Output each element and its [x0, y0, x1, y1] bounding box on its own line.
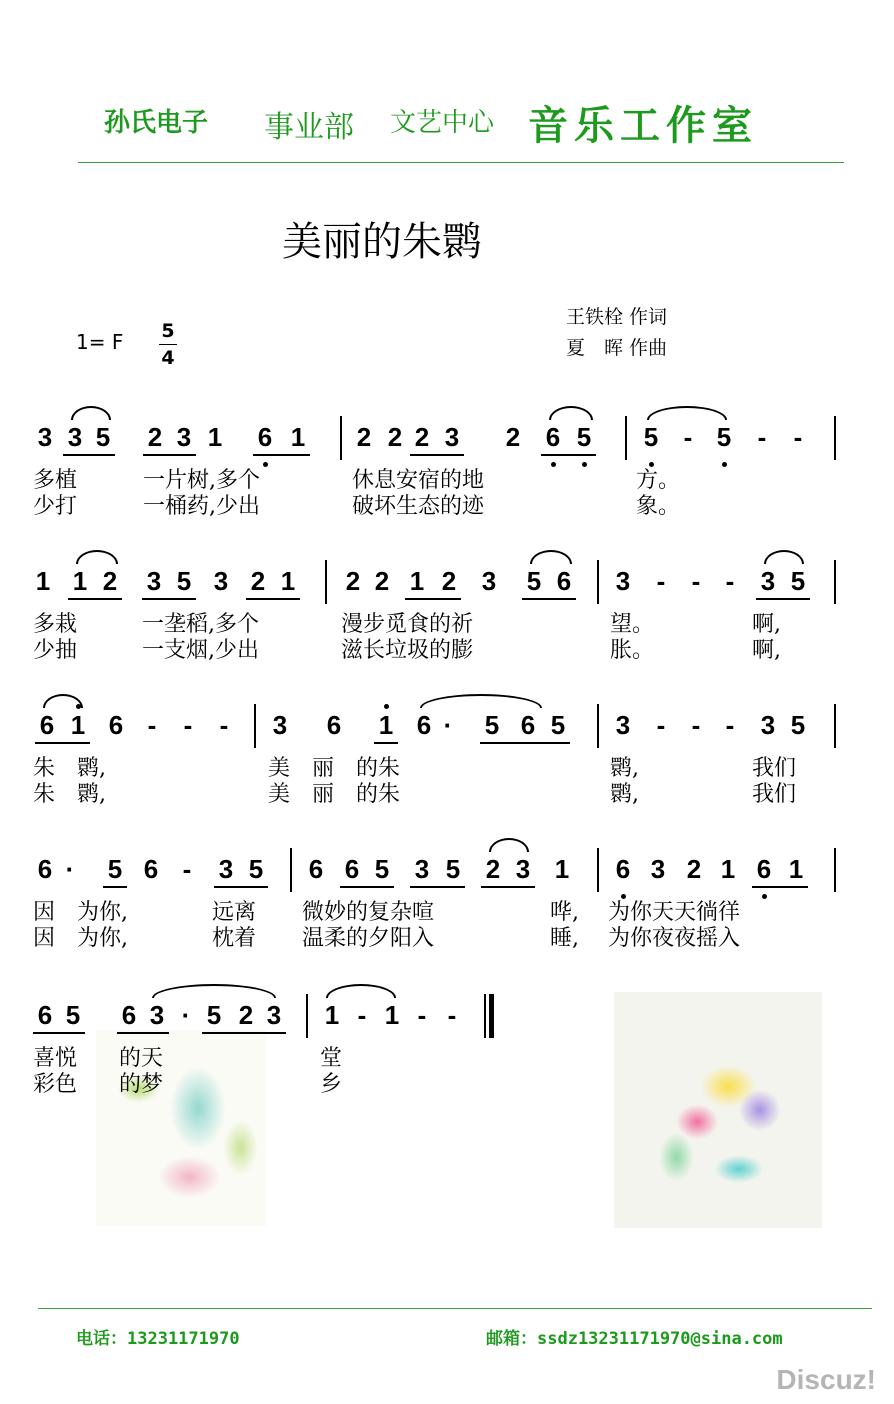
slur: [549, 406, 593, 420]
underline: [410, 886, 465, 888]
note: ·: [181, 1000, 191, 1030]
lyric: 望。: [610, 612, 655, 637]
footer-email: 邮箱：ssdz13231171970@sina.com: [486, 1329, 783, 1349]
lyric: 的天: [119, 1046, 164, 1071]
note: 5: [550, 710, 566, 740]
underline: [481, 886, 535, 888]
note: 1: [720, 854, 736, 884]
low-dot: [621, 894, 626, 899]
lyric: 滋长垃圾的膨: [341, 638, 474, 663]
time-signature: [158, 318, 178, 371]
note: 5: [206, 1000, 222, 1030]
time-signature-top: 5: [161, 320, 175, 342]
slur: [152, 984, 276, 998]
lyric: 的梦: [119, 1072, 164, 1097]
note: 6: [326, 710, 342, 740]
note: -: [219, 710, 229, 740]
footer-divider: [38, 1308, 872, 1309]
note: 6: [308, 854, 324, 884]
header-department: 事业部: [264, 110, 354, 145]
note: -: [757, 422, 767, 452]
note: 2: [250, 566, 266, 596]
note: -: [793, 422, 803, 452]
underline: [35, 742, 90, 744]
lyric: 为你夜夜摇入: [608, 926, 741, 951]
note: 2: [686, 854, 702, 884]
note: ·: [443, 710, 453, 740]
note: 6: [257, 422, 273, 452]
bar-line: [340, 416, 342, 460]
slur: [43, 694, 83, 708]
underline: [516, 742, 570, 744]
header-studio: 音乐工作室: [528, 103, 758, 149]
underline: [33, 1032, 85, 1034]
lyric: 远离: [212, 900, 257, 925]
note: 2: [387, 422, 403, 452]
note: 5: [107, 854, 123, 884]
lyric: 乡: [320, 1072, 343, 1097]
lyric: 美 丽 的朱: [268, 756, 401, 781]
low-dot: [762, 894, 767, 899]
underline: [117, 1032, 169, 1034]
note: -: [182, 854, 192, 884]
bar-line: [834, 560, 836, 604]
note: 1: [409, 566, 425, 596]
note: 5: [484, 710, 500, 740]
note: 5: [248, 854, 264, 884]
note: -: [656, 566, 666, 596]
note: 1: [72, 566, 88, 596]
lyric: 一桶药,少出: [143, 494, 260, 519]
note: -: [691, 566, 701, 596]
note: 3: [650, 854, 666, 884]
lyric: 彩色: [33, 1072, 78, 1097]
lyric: 我们: [752, 782, 797, 807]
lyric: 啊,: [752, 638, 781, 663]
note: 2: [414, 422, 430, 452]
bar-line: [597, 704, 599, 748]
note: 1: [290, 422, 306, 452]
underline: [374, 742, 398, 744]
note: 6: [143, 854, 159, 884]
lyric: 象。: [636, 494, 681, 519]
note: 6: [108, 710, 124, 740]
underline: [63, 454, 115, 456]
note: -: [357, 1000, 367, 1030]
lyric: 堂: [320, 1046, 343, 1071]
note: 3: [444, 422, 460, 452]
note: 2: [345, 566, 361, 596]
lyric: 温柔的夕阳入: [302, 926, 435, 951]
underline: [405, 598, 461, 600]
key-signature: 1= F: [76, 330, 124, 354]
bar-line: [625, 416, 627, 460]
note: -: [447, 1000, 457, 1030]
note: 6: [756, 854, 772, 884]
lyric: 因 为你,: [33, 900, 128, 925]
lyric: 一支烟,少出: [142, 638, 259, 663]
note: 6: [556, 566, 572, 596]
note: 2: [374, 566, 390, 596]
note: -: [183, 710, 193, 740]
note: 5: [716, 422, 732, 452]
note: 1: [70, 710, 86, 740]
note: 3: [213, 566, 229, 596]
underline: [214, 886, 268, 888]
low-dot: [551, 462, 556, 467]
low-dot: [263, 462, 268, 467]
underline: [142, 598, 196, 600]
note: 5: [526, 566, 542, 596]
note: 6: [39, 710, 55, 740]
bar-line: [834, 848, 836, 892]
time-signature-bottom: 4: [161, 347, 175, 369]
low-dot: [649, 462, 654, 467]
note: 5: [374, 854, 390, 884]
note: -: [691, 710, 701, 740]
note: 5: [643, 422, 659, 452]
note: 2: [441, 566, 457, 596]
note: 5: [445, 854, 461, 884]
note: -: [147, 710, 157, 740]
lyric: 一垄稻,多个: [142, 612, 259, 637]
underline: [246, 598, 300, 600]
note: 1: [378, 710, 394, 740]
note: -: [725, 710, 735, 740]
lyric: 一片树,多个: [143, 468, 260, 493]
note: 2: [356, 422, 372, 452]
lyric: 微妙的复杂喧: [302, 900, 435, 925]
note: 3: [615, 710, 631, 740]
note: 5: [65, 1000, 81, 1030]
footer-phone: 电话：13231171970: [76, 1329, 240, 1349]
note: 1: [324, 1000, 340, 1030]
note: -: [656, 710, 666, 740]
low-dot: [722, 462, 727, 467]
lyric: 破坏生态的迹: [352, 494, 485, 519]
lyric: 睡,: [550, 926, 579, 951]
note: 3: [67, 422, 83, 452]
lyricist-credit: 王铁栓 作词: [566, 306, 668, 328]
note: 3: [266, 1000, 282, 1030]
lyric: 方。: [636, 468, 681, 493]
note: 3: [481, 566, 497, 596]
high-dot: [384, 704, 389, 709]
bar-line: [306, 994, 308, 1038]
underline: [234, 1032, 286, 1034]
note: 3: [218, 854, 234, 884]
lyric: 少打: [33, 494, 78, 519]
note: 5: [790, 566, 806, 596]
note: 6: [520, 710, 536, 740]
bar-line: [834, 416, 836, 460]
lyric: 鹮,: [610, 756, 639, 781]
underline: [68, 598, 122, 600]
underline: [752, 886, 808, 888]
header-company: 孙氏电子: [104, 108, 209, 138]
note: 3: [515, 854, 531, 884]
bar-line: [325, 560, 327, 604]
note: 3: [149, 1000, 165, 1030]
underline: [410, 454, 464, 456]
note: 6: [416, 710, 432, 740]
note: 3: [760, 566, 776, 596]
note: 6: [37, 1000, 53, 1030]
lyric: 因 为你,: [33, 926, 128, 951]
slur: [647, 406, 727, 420]
note: 1: [788, 854, 804, 884]
underline: [103, 886, 127, 888]
underline: [522, 598, 576, 600]
note: 1: [554, 854, 570, 884]
underline: [143, 454, 196, 456]
note: 6: [545, 422, 561, 452]
note: 6: [121, 1000, 137, 1030]
note: 2: [505, 422, 521, 452]
note: 5: [790, 710, 806, 740]
lyric: 喜悦: [33, 1046, 78, 1071]
note: 1: [35, 566, 51, 596]
bar-line: [290, 848, 292, 892]
note: 5: [95, 422, 111, 452]
note: 5: [176, 566, 192, 596]
lyric: 休息安宿的地: [352, 468, 485, 493]
bar-line: [254, 704, 256, 748]
note: 1: [384, 1000, 400, 1030]
notation-line: [0, 566, 894, 606]
slur: [76, 550, 118, 564]
lyric: 为你天天徜徉: [608, 900, 741, 925]
slur: [71, 406, 111, 420]
lyric: 胀。: [610, 638, 655, 663]
slur: [326, 984, 396, 998]
lyric: 我们: [752, 756, 797, 781]
note: 3: [146, 566, 162, 596]
discuz-watermark: Discuz!: [776, 1364, 876, 1395]
note: 3: [37, 422, 53, 452]
underline: [253, 454, 310, 456]
note: 3: [414, 854, 430, 884]
note: 5: [576, 422, 592, 452]
note: 6: [37, 854, 53, 884]
lyric: 枕着: [212, 926, 257, 951]
note: 6: [344, 854, 360, 884]
note: ·: [65, 854, 75, 884]
slur: [420, 694, 542, 708]
note: 1: [280, 566, 296, 596]
notation-line: [0, 422, 894, 462]
lyric: 啊,: [752, 612, 781, 637]
note: 6: [615, 854, 631, 884]
underline: [756, 598, 810, 600]
lyric: 漫步觅食的祈: [341, 612, 474, 637]
credits: [566, 302, 667, 364]
note: 1: [207, 422, 223, 452]
song-title: 美丽的朱鹮: [282, 219, 482, 265]
lyric: 多栽: [33, 612, 78, 637]
slur: [530, 550, 572, 564]
header-center: 文艺中心: [390, 108, 495, 138]
header-divider: [78, 162, 844, 163]
note: 3: [272, 710, 288, 740]
slur: [489, 838, 529, 852]
lyric: 朱 鹮,: [33, 756, 106, 781]
lyric: 朱 鹮,: [33, 782, 106, 807]
lyric: 鹮,: [610, 782, 639, 807]
note: 3: [176, 422, 192, 452]
bar-line: [834, 704, 836, 748]
slur: [764, 550, 804, 564]
composer-credit: 夏 晖 作曲: [566, 337, 668, 359]
note: 2: [485, 854, 501, 884]
note: 3: [615, 566, 631, 596]
note: -: [417, 1000, 427, 1030]
lyric: 美 丽 的朱: [268, 782, 401, 807]
underline: [340, 886, 394, 888]
note: 2: [238, 1000, 254, 1030]
notation-line: [0, 854, 894, 894]
final-bar-thick: [489, 994, 494, 1038]
note: 3: [760, 710, 776, 740]
underline: [541, 454, 596, 456]
note: -: [683, 422, 693, 452]
low-dot: [582, 462, 587, 467]
bar-line: [597, 848, 599, 892]
bar-line: [597, 560, 599, 604]
lyric: 少抽: [33, 638, 78, 663]
note: -: [725, 566, 735, 596]
studio-header: [0, 0, 894, 180]
note: 2: [147, 422, 163, 452]
notation-line: [0, 1000, 894, 1040]
note: 2: [102, 566, 118, 596]
lyric: 哗,: [550, 900, 579, 925]
lyric: 多植: [33, 468, 78, 493]
notation-line: [0, 710, 894, 750]
final-bar-thin: [484, 994, 486, 1038]
